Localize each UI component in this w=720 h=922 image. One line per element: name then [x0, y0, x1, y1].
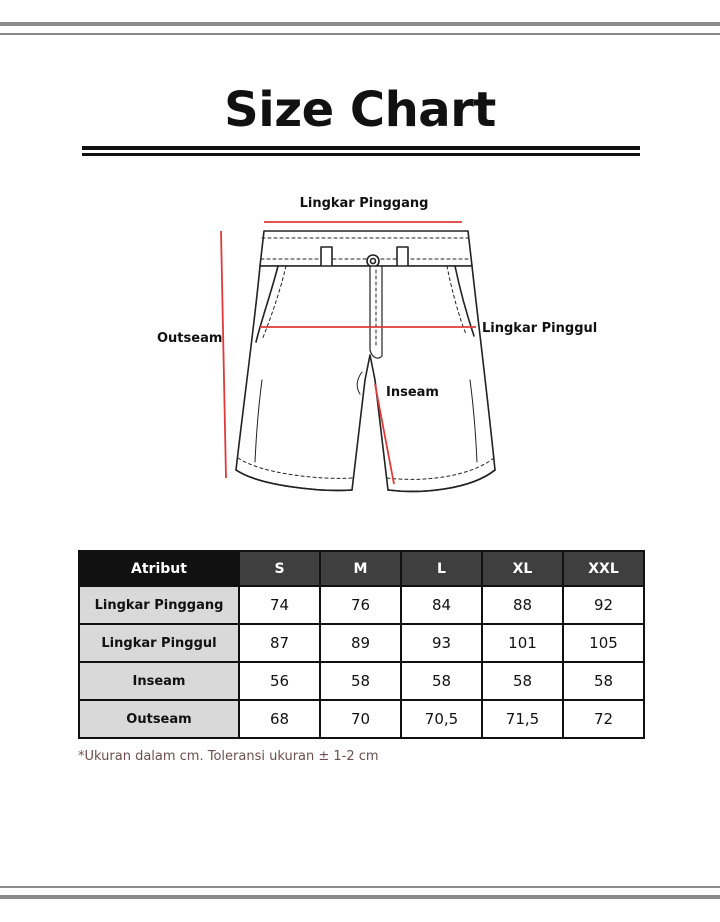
- page-title: Size Chart: [224, 82, 496, 138]
- row-label: Lingkar Pinggul: [79, 624, 239, 662]
- table-row: [79, 700, 644, 738]
- table-cell: 93: [401, 624, 482, 662]
- header-size: XL: [482, 551, 563, 586]
- table-cell: 88: [482, 586, 563, 624]
- header-size: S: [239, 551, 320, 586]
- inseam-label: Inseam: [386, 385, 439, 400]
- table-cell: 71,5: [482, 700, 563, 738]
- header-size: M: [320, 551, 401, 586]
- title-rule-thin: [82, 153, 640, 156]
- table-cell: 58: [482, 662, 563, 700]
- table-cell: 58: [320, 662, 401, 700]
- table-row: [79, 624, 644, 662]
- table-row: [79, 662, 644, 700]
- outseam-label: Outseam: [157, 331, 223, 346]
- shorts-body-outline: [236, 266, 495, 491]
- row-label: Outseam: [79, 700, 239, 738]
- top-frame-line-outer: [0, 22, 720, 26]
- table-cell: 92: [563, 586, 644, 624]
- table-cell: 68: [239, 700, 320, 738]
- waistband-outline: [260, 231, 472, 266]
- table-cell: 87: [239, 624, 320, 662]
- table-cell: 72: [563, 700, 644, 738]
- table-cell: 84: [401, 586, 482, 624]
- table-cell: 70,5: [401, 700, 482, 738]
- table-cell: 56: [239, 662, 320, 700]
- outseam-measure-line: [221, 231, 226, 478]
- row-label: Lingkar Pinggang: [79, 586, 239, 624]
- table-cell: 70: [320, 700, 401, 738]
- row-label: Inseam: [79, 662, 239, 700]
- header-size: XXL: [563, 551, 644, 586]
- table-cell: 101: [482, 624, 563, 662]
- bottom-frame-line-outer: [0, 895, 720, 899]
- waist-label: Lingkar Pinggang: [299, 196, 429, 211]
- table-cell: 76: [320, 586, 401, 624]
- top-frame-line-inner: [0, 33, 720, 35]
- table-cell: 105: [563, 624, 644, 662]
- bottom-frame-line-inner: [0, 886, 720, 888]
- header-attribute: Atribut: [79, 551, 239, 586]
- hip-label: Lingkar Pinggul: [482, 321, 598, 336]
- table-row: [79, 586, 644, 624]
- title-rule-thick: [82, 146, 640, 150]
- shorts-diagram: [0, 180, 720, 510]
- header-size: L: [401, 551, 482, 586]
- tolerance-note: *Ukuran dalam cm. Toleransi ukuran ± 1-2 cm: [78, 749, 379, 764]
- table-cell: 58: [563, 662, 644, 700]
- size-table: [78, 550, 645, 739]
- table-cell: 58: [401, 662, 482, 700]
- table-cell: 89: [320, 624, 401, 662]
- table-header-row: [79, 551, 644, 586]
- table-cell: 74: [239, 586, 320, 624]
